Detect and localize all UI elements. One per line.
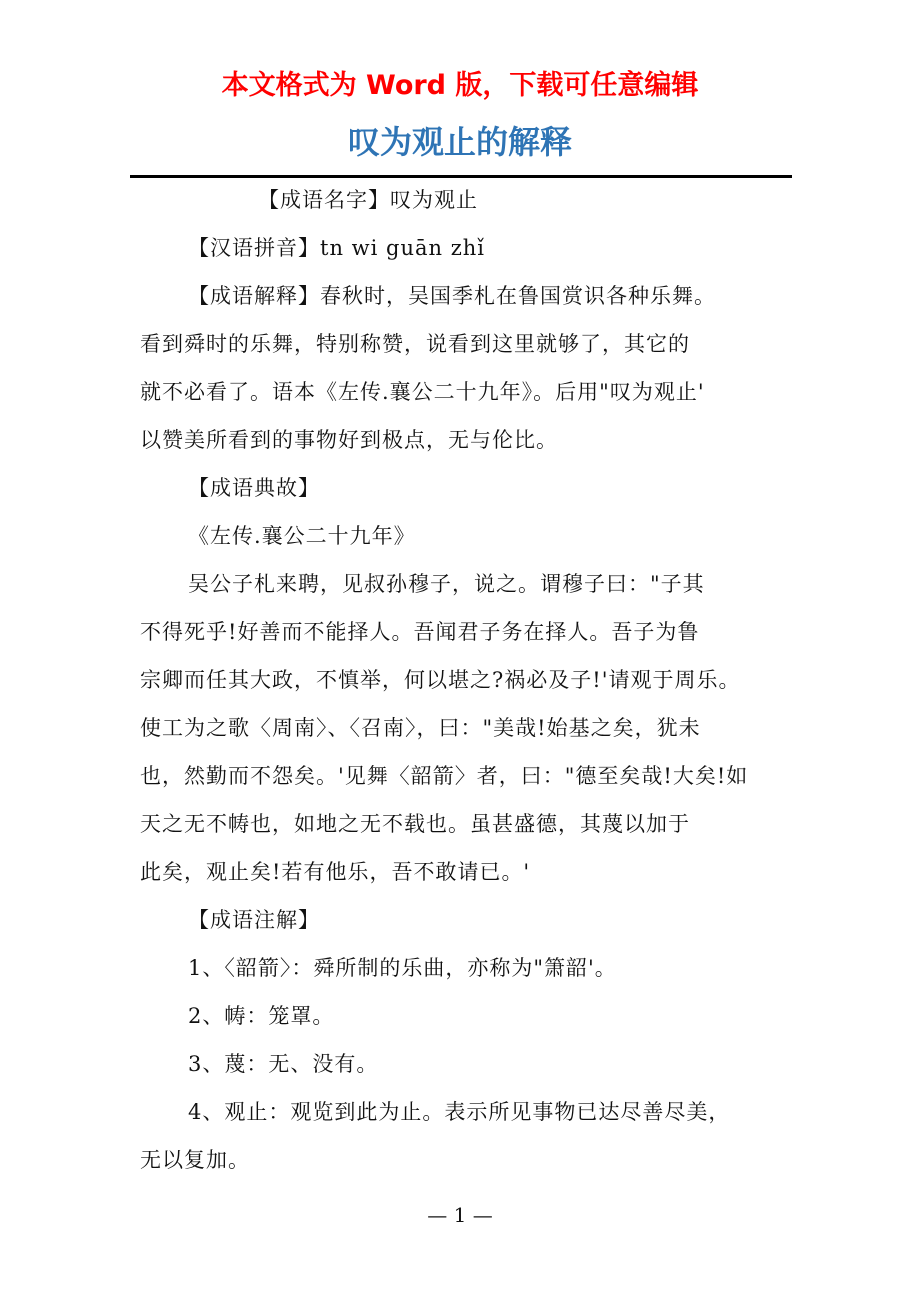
paragraph-line: 天之无不帱也，如地之无不载也。虽甚盛德，其蔑以加于 [140, 812, 690, 836]
paragraph-line: 此矣，观止矣!若有他乐，吾不敢请已。' [140, 860, 531, 884]
note-item: 2、帱：笼罩。 [188, 1004, 335, 1028]
idiom-pinyin: 【汉语拼音】tn wi guān zhǐ [188, 236, 485, 260]
note-item-continued: 无以复加。 [140, 1148, 250, 1172]
section-heading: 【成语典故】 [188, 476, 320, 500]
paragraph-line: 宗卿而任其大政，不慎举，何以堪之?祸必及子!'请观于周乐。 [140, 668, 741, 692]
note-item: 3、蔑：无、没有。 [188, 1052, 379, 1076]
paragraph-line: 【成语解释】春秋时，吴国季札在鲁国赏识各种乐舞。 [188, 284, 716, 308]
paragraph-line: 就不必看了。语本《左传.襄公二十九年》。后用"叹为观止' [140, 380, 705, 404]
paragraph-line: 吴公子札来聘，见叔孙穆子，说之。谓穆子曰："子其 [188, 572, 705, 596]
paragraph-line: 也，然勤而不怨矣。'见舞〈韶箭〉者，曰："德至矣哉!大矣!如 [140, 764, 749, 788]
page-number: — 1 — [427, 1203, 493, 1227]
title-divider [130, 175, 792, 178]
note-item: 1、〈韶箭〉：舜所制的乐曲，亦称为"箫韶'。 [188, 956, 617, 980]
paragraph-line: 以赞美所看到的事物好到极点，无与伦比。 [140, 428, 558, 452]
format-notice-banner: 本文格式为 Word 版，下载可任意编辑 [221, 70, 699, 101]
source-title: 《左传.襄公二十九年》 [188, 524, 416, 548]
section-heading: 【成语注解】 [188, 908, 320, 932]
paragraph-line: 使工为之歌〈周南〉、〈召南〉，曰："美哉!始基之矣，犹未 [140, 716, 701, 740]
paragraph-line: 看到舜时的乐舞，特别称赞，说看到这里就够了，其它的 [140, 332, 690, 356]
note-item: 4、观止：观览到此为止。表示所见事物已达尽善尽美， [188, 1100, 731, 1124]
paragraph-line: 不得死乎!好善而不能择人。吾闻君子务在择人。吾子为鲁 [140, 620, 700, 644]
document-title: 叹为观止的解释 [347, 123, 572, 161]
idiom-name: 【成语名字】叹为观止 [258, 188, 478, 212]
